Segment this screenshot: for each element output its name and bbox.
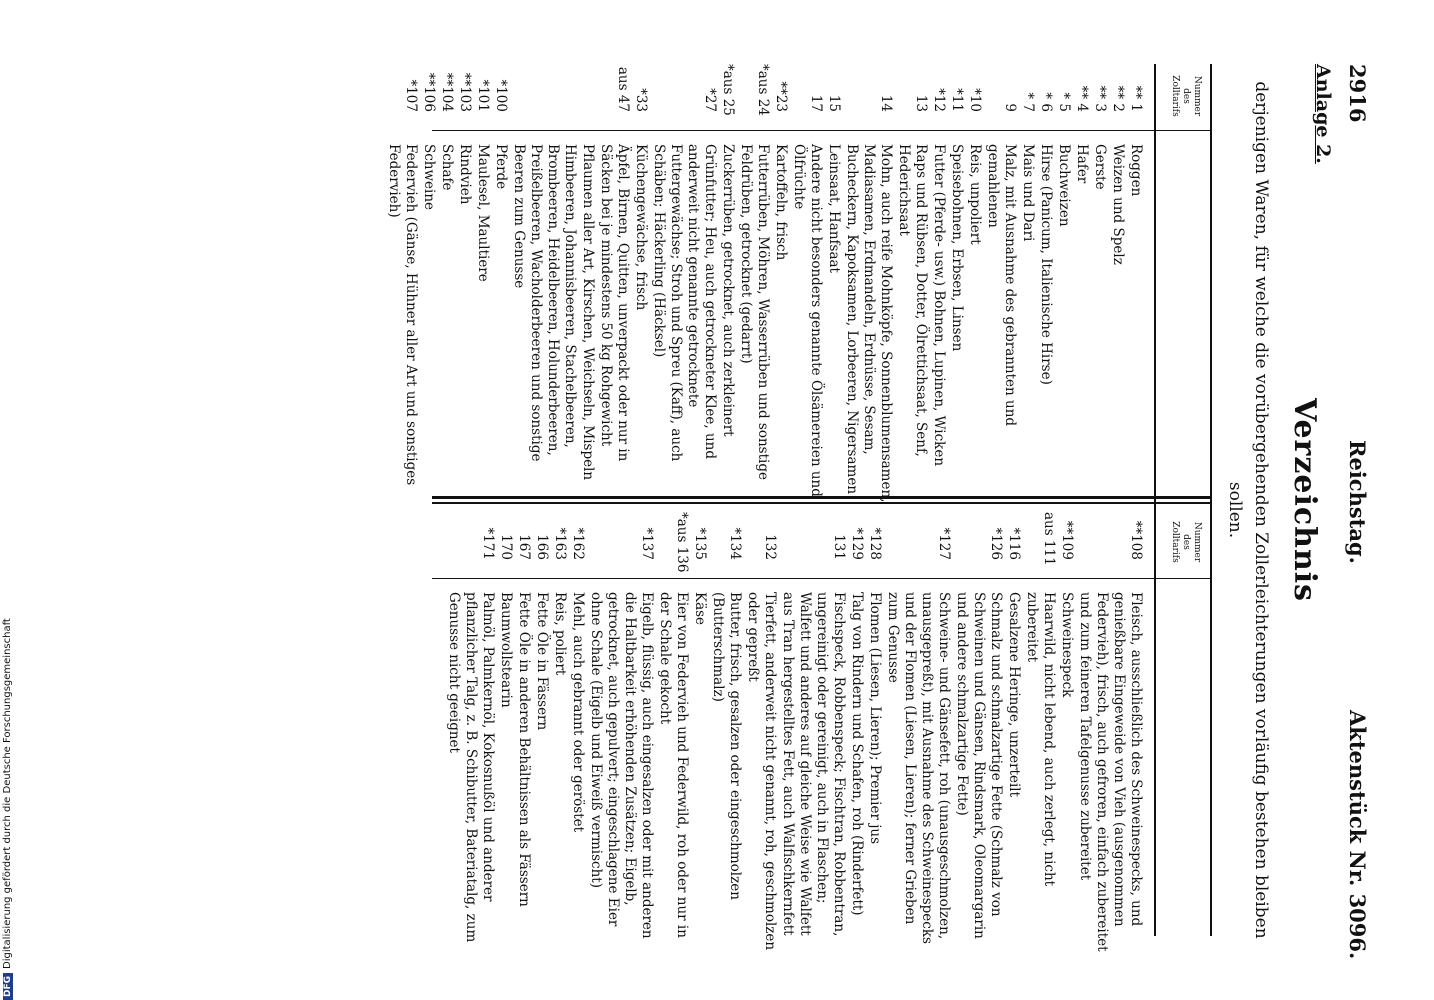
table-row (551, 512, 568, 942)
tariff-number: 15 (826, 94, 842, 112)
item-description: Fette Öle in Fässern (534, 592, 550, 731)
item-description: Futter (Pferde- usw.) Bohnen, Lupinen, Wicken (931, 144, 947, 467)
tariff-number: aus 111 (1041, 512, 1057, 566)
tariff-number: * 7 (1020, 92, 1036, 112)
left-item-list (384, 64, 1144, 504)
item-description: Küchengewächse, frisch (633, 144, 649, 311)
item-description: Andere nicht besonders genannte Ölsämereien und Ölfrüchte (791, 144, 824, 497)
table-row (719, 64, 736, 504)
table-header-rule (1154, 64, 1156, 936)
table-row (825, 64, 842, 504)
tariff-number: *135 (692, 527, 708, 560)
item-description: Schweine (421, 144, 437, 211)
tariff-number: 13 (913, 94, 929, 112)
item-description: Fischspeck, Robbenspeck; Fischtran, Robbentran, ungereinigt oder gereinigt, auch in Flaschen; Walfett und anderes auf gleiche Weise wie Walfett aus Tran hergestelltes Fett, auch Walfischkernfett (780, 592, 847, 937)
table-row (420, 64, 437, 504)
right-column-header: Nummer des Zolltarifs (1170, 521, 1202, 563)
table-row (510, 64, 578, 504)
table-row (848, 512, 865, 942)
table-row (966, 64, 983, 504)
table-row (1076, 512, 1144, 952)
tariff-number: **109 (1059, 520, 1075, 560)
tariff-number: *107 (403, 79, 419, 112)
table-row (656, 512, 690, 942)
tariff-number: *10 (967, 88, 983, 112)
table-row (492, 64, 509, 504)
item-description: Maulesel, Maultiere (475, 144, 491, 282)
tariff-number: * 5 (1056, 92, 1072, 112)
table-row (691, 512, 708, 942)
tariff-number: *129 (849, 527, 865, 560)
item-description: Reis, poliert (552, 592, 568, 676)
item-description: Eier von Federvieh und Federwild, roh oder nur in der Schale gekocht (657, 592, 690, 938)
item-description: Kartoffeln, frisch (773, 144, 789, 261)
item-description: Malz, mit Ausnahme des gebrannten und gemahlenen (985, 144, 1018, 427)
table-row (1127, 64, 1144, 504)
tariff-number: 14 (878, 94, 894, 112)
tariff-number: *127 (936, 527, 952, 560)
left-column-header: Nummer des Zolltarifs (1170, 75, 1202, 117)
item-description: Mehl, auch gebrannt oder geröstet (570, 592, 586, 833)
tariff-number: *aus 25 (720, 64, 736, 116)
tariff-number: 132 (762, 534, 778, 560)
tariff-number: *101 (475, 79, 491, 112)
item-description: Talg von Rindern und Schafen, roh (Rinderfett) (849, 592, 865, 916)
table-row (1019, 64, 1036, 504)
table-row (579, 64, 596, 504)
header-right: Aktenstück Nr. 3096. (1345, 710, 1370, 960)
tariff-number: 166 (534, 534, 550, 560)
item-description: Rindvieh (457, 144, 473, 205)
tariff-number: 167 (516, 534, 532, 560)
item-description: Reis, unpoliert (967, 144, 983, 245)
tariff-number: 131 (831, 534, 847, 560)
tariff-number: *12 (931, 88, 947, 112)
item-description: Pferde (493, 144, 509, 190)
item-description: Mais und Dari (1020, 144, 1036, 242)
tariff-number: 170 (498, 534, 514, 560)
table-row (930, 64, 947, 504)
item-description: Raps und Rübsen, Dotter, Ölrettichsaat, Senf, Hederichsaat (896, 144, 929, 457)
item-description: Butter, frisch, gesalzen oder eingeschmolzen (Butterschmalz) (710, 592, 743, 900)
tariff-number: **104 (439, 72, 455, 112)
item-description: Leinsaat, Hanfsaat (826, 144, 842, 273)
table-row (569, 512, 586, 942)
item-description: Schweinespeck (1059, 592, 1075, 698)
tariff-number: *100 (493, 79, 509, 112)
item-description: Weizen und Spelz (1110, 144, 1126, 265)
item-description: Schmalz und schmalzartige Fette (Schmalz von Schweinen und Gänsen, Rindsmark, Oleomargarin und andere schmalzartige Fette) (954, 592, 1004, 939)
page-header (1330, 0, 1370, 1000)
table-row (650, 64, 718, 504)
item-description: Haarwild, nicht lebend, auch zerlegt, nicht zubereitet (1024, 592, 1057, 887)
item-description: Futterrüben, Möhren, Wasserrüben und sonstige Feldrüben, getrocknet (gedarrt) (738, 144, 771, 480)
table-row (984, 64, 1018, 504)
item-description: Federvieh (Gänse, Hühner aller Art und sonstiges Federvieh) (386, 144, 419, 486)
item-description: Schafe (439, 144, 455, 191)
table-row (632, 64, 649, 504)
tariff-number: * 6 (1038, 92, 1054, 112)
table-row (866, 512, 883, 942)
item-description: Himbeeren, Johannisbeeren, Stachelbeeren, Brombeeren, Heidelbeeren, Holunderbeeren, Preißelbeeren, Wacholderbeeren und sonstige Beeren zum Genusse (511, 144, 578, 462)
table-row (895, 64, 929, 504)
item-description: Hirse (Panicum, Italienische Hirse) (1038, 144, 1054, 385)
item-description: Hafer (1074, 144, 1090, 184)
table-row (1037, 64, 1054, 504)
table-top-rule (1210, 64, 1212, 936)
page-title: Verzeichnis (1287, 397, 1322, 603)
tariff-number: *27 (702, 88, 718, 112)
tariff-number: *137 (639, 527, 655, 560)
credit-text: Digitalisierung gefördert durch die Deutsche Forschungsgemeinschaft (2, 618, 13, 969)
tariff-number: *11 (949, 88, 965, 112)
tariff-number: *128 (867, 527, 883, 560)
item-description: Gesalzene Heringe, unzerteilt (1006, 592, 1022, 798)
tariff-number: *aus 136 (674, 512, 690, 573)
item-description: Eigelb, flüssig, auch eingesalzen oder mit anderen die Haltbarkeit erhöhenden Zusätzen; Eigelb, getrocknet, auch gepulvert; eingeschlagene Eier ohne Schale (Eigelb und Eiweiß vermischt) (588, 592, 655, 939)
tariff-number: *116 (1006, 527, 1022, 560)
table-row (587, 512, 655, 942)
item-description: Pflaumen aller Art, Kirschen, Weichseln, Mispeln (580, 144, 596, 481)
header-center: Reichstag. (1345, 440, 1370, 564)
item-description: Mohn, auch reife Mohnköpfe, Sonnenblumensamen, Madiasamen, Erdmandeln, Erdnüsse, Sesam, Bucheckern, Kapoksamen, Lorbeeren, Nigersamen (844, 144, 894, 503)
table-row (1055, 64, 1072, 504)
table-row (1058, 512, 1075, 942)
tariff-number: **106 (421, 72, 437, 112)
anlage-label: Anlage 2. (1312, 64, 1334, 164)
tariff-number: ** 1 (1128, 85, 1144, 112)
item-description: Baumwollstearin (498, 592, 514, 708)
table-row (884, 512, 952, 942)
item-description: Tierfett, anderweit nicht genannt, roh, geschmolzen oder gepreßt (745, 592, 778, 951)
table-row (1023, 512, 1057, 942)
item-description: Palmöl, Palmkernöl, Kokosnußöl und anderer pflanzlicher Talg, z. B. Schibutter, Bateriatalg, zum Genusse nicht geeignet (446, 592, 496, 943)
tariff-number: *33 (633, 88, 649, 112)
tariff-number: *163 (552, 527, 568, 560)
tariff-number: aus 47 (615, 66, 631, 112)
right-item-list (444, 512, 1144, 952)
table-row (948, 64, 965, 504)
tariff-number: ** 2 (1110, 85, 1126, 112)
tariff-number: *162 (570, 527, 586, 560)
table-row (953, 512, 1004, 942)
item-description: Grünfutter; Heu, auch getrockneter Klee, und anderweit nicht genannte getrocknete Futtergewächse; Stroh und Spreu (Kaff), auch Schäben; Häckerling (Häcksel) (651, 144, 718, 462)
table-row (1005, 512, 1022, 942)
tariff-number: 17 (808, 94, 824, 112)
table-row (438, 64, 455, 504)
page-number: 2916 (1345, 64, 1370, 123)
table-row (779, 512, 847, 942)
table-row (597, 64, 631, 504)
tariff-number: *171 (480, 527, 496, 560)
item-description: Schweine- und Gänsefett, roh (unausgeschmolzen, unausgepreßt), mit Ausnahme des Schweinespecks und der Flomen (Liesen, Lieren); ferner Grieben zum Genusse (885, 592, 952, 944)
item-description: Zuckerrüben, getrocknet, auch zerkleinert (720, 144, 736, 437)
item-description: Gerste (1092, 144, 1108, 190)
item-description: Fette Öle in anderen Behältnissen als Fässern (516, 592, 532, 907)
item-description: Käse (692, 592, 708, 626)
tariff-number: *aus 24 (755, 64, 771, 116)
table-row (445, 512, 496, 942)
table-row (790, 64, 824, 504)
tariff-number: ** 3 (1092, 85, 1108, 112)
tariff-number: **108 (1128, 520, 1144, 560)
table-row (1073, 64, 1090, 504)
item-description: Speisebohnen, Erbsen, Linsen (949, 144, 965, 352)
dfg-logo: DFG (3, 973, 13, 1000)
table-row (385, 64, 419, 504)
table-row (737, 64, 771, 504)
table-row (533, 512, 550, 942)
tariff-number: *134 (727, 527, 743, 560)
table-row (497, 512, 514, 942)
tariff-number: **23 (773, 81, 789, 112)
table-row (1091, 64, 1108, 504)
tariff-number: ** 4 (1074, 85, 1090, 112)
item-description: Flomen (Liesen, Lieren); Premier jus (867, 592, 883, 845)
tariff-number: *126 (988, 527, 1004, 560)
table-row (744, 512, 778, 951)
tariff-number: 9 (1002, 103, 1018, 112)
tariff-number: **103 (457, 72, 473, 112)
table-row (709, 512, 743, 942)
item-description: Buchweizen (1056, 144, 1072, 227)
page-subtitle: derjenigen Waren, für welche die vorübergehenden Zollerleichterungen vorläufig bestehen bleiben sollen. (1225, 81, 1271, 939)
table-row (456, 64, 473, 504)
table-row (772, 64, 789, 504)
table-row (515, 512, 532, 942)
item-description: Fleisch, ausschließlich des Schweinespecks, und genießbare Eingeweide von Vieh (ausgenommen Federvieh), frisch, auch gefroren, einfach zubereitet und zum feineren Tafelgenusse zubereitet (1077, 592, 1144, 952)
digitization-credit (2, 618, 13, 1000)
table-row (1109, 64, 1126, 504)
table-row (474, 64, 491, 504)
table-row (843, 64, 894, 504)
item-description: Äpfel, Birnen, Quitten, unverpackt oder nur in Säcken bei je mindestens 50 kg Rohgewicht (598, 144, 631, 462)
item-description: Roggen (1128, 144, 1144, 197)
